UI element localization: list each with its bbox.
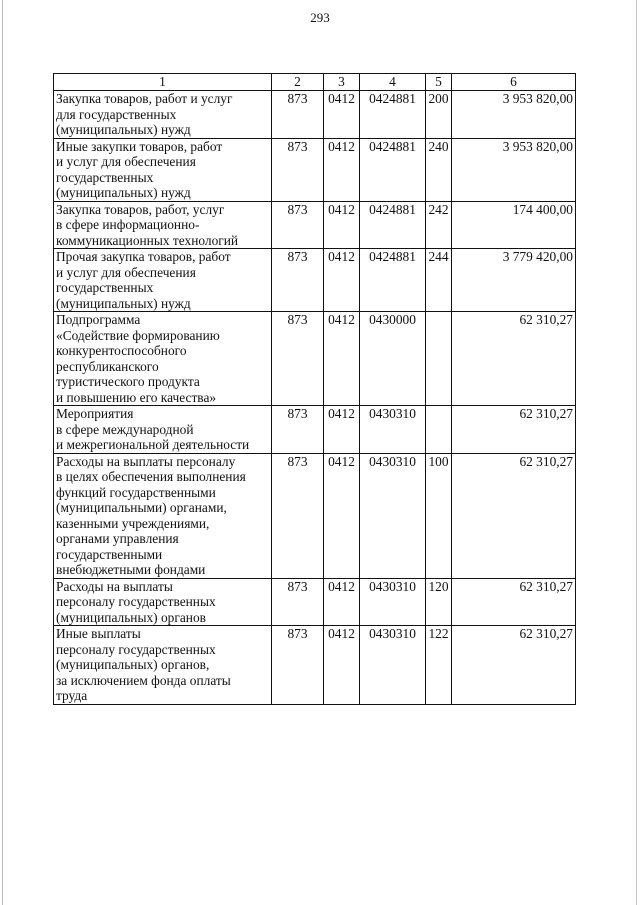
amount-cell: 3 779 420,00 <box>452 249 576 312</box>
column-header-6: 6 <box>452 74 576 91</box>
column-header-4: 4 <box>360 74 426 91</box>
header-row <box>54 74 576 91</box>
row-name-line: Мероприятия <box>56 406 134 421</box>
row-name-line: за исключением фонда оплаты <box>56 672 231 688</box>
row-name-line: Закупка товаров, работ и услуг <box>56 91 233 106</box>
table-row <box>54 626 576 705</box>
scan-edge-right <box>636 0 637 905</box>
amount-cell: 174 400,00 <box>452 201 576 249</box>
code-target-cell: 0430310 <box>360 406 426 454</box>
row-name-line: коммуникационных технологий <box>56 232 239 248</box>
code-expense-type-cell: 242 <box>426 201 452 249</box>
code-expense-type-cell: 122 <box>426 626 452 705</box>
row-name-line: государственными <box>56 546 163 562</box>
code-admin-cell: 873 <box>272 312 324 406</box>
code-section-cell: 0412 <box>324 312 360 406</box>
row-name-cell <box>54 91 272 139</box>
row-name-line: в сфере международной <box>56 421 194 437</box>
table-row <box>54 312 576 406</box>
row-name-line: туристического продукта <box>56 374 200 389</box>
code-target-cell: 0424881 <box>360 91 426 139</box>
code-expense-type-cell: 240 <box>426 138 452 201</box>
row-name-line: и услуг для обеспечения <box>56 154 196 169</box>
scan-edge-left <box>2 0 3 905</box>
row-name-cell <box>54 453 272 578</box>
row-name-cell <box>54 201 272 249</box>
code-admin-cell: 873 <box>272 249 324 312</box>
row-name-line: и повышению его качества» <box>56 389 217 405</box>
row-name-line: казенными учреждениями, <box>56 515 210 531</box>
code-section-cell: 0412 <box>324 201 360 249</box>
code-section-cell: 0412 <box>324 249 360 312</box>
row-name-line: и межрегиональной деятельности <box>56 437 250 452</box>
code-expense-type-cell: 100 <box>426 453 452 578</box>
row-name-line: Расходы на выплаты персоналу <box>56 453 236 469</box>
row-name-cell <box>54 249 272 312</box>
amount-cell: 62 310,27 <box>452 626 576 705</box>
code-target-cell: 0424881 <box>360 201 426 249</box>
row-name-line: Иные выплаты <box>56 626 141 641</box>
row-name-line: в сфере информационно- <box>56 217 200 232</box>
row-name-line: персоналу государственных <box>56 594 216 609</box>
amount-cell: 62 310,27 <box>452 578 576 626</box>
code-expense-type-cell: 120 <box>426 578 452 626</box>
table-row <box>54 406 576 454</box>
row-name-line: функций государственными <box>56 484 216 500</box>
row-name-line: республиканского <box>56 358 159 374</box>
row-name-line: персоналу государственных <box>56 641 216 657</box>
row-name-line: труда <box>56 688 88 703</box>
row-name-line: (муниципальных) органов, <box>56 657 210 672</box>
table-row <box>54 578 576 626</box>
row-name-line: (муниципальных) органов <box>56 609 206 625</box>
code-admin-cell: 873 <box>272 138 324 201</box>
row-name-line: «Содействие формированию <box>56 327 220 343</box>
row-name-line: для государственных <box>56 106 177 122</box>
code-target-cell: 0430310 <box>360 578 426 626</box>
row-name-line: (муниципальных) нужд <box>56 122 191 137</box>
code-target-cell: 0430310 <box>360 626 426 705</box>
code-section-cell: 0412 <box>324 138 360 201</box>
row-name-line: государственных <box>56 280 154 295</box>
code-expense-type-cell <box>426 312 452 406</box>
table-row <box>54 453 576 578</box>
code-section-cell: 0412 <box>324 453 360 578</box>
code-expense-type-cell <box>426 406 452 454</box>
row-name-line: Расходы на выплаты <box>56 578 173 594</box>
code-target-cell: 0430000 <box>360 312 426 406</box>
page-number: 293 <box>310 10 330 25</box>
code-admin-cell: 873 <box>272 578 324 626</box>
code-admin-cell: 873 <box>272 201 324 249</box>
row-name-line: (муниципальными) органами, <box>56 500 227 515</box>
code-section-cell: 0412 <box>324 578 360 626</box>
code-section-cell: 0412 <box>324 91 360 139</box>
amount-cell: 3 953 820,00 <box>452 138 576 201</box>
amount-cell: 62 310,27 <box>452 406 576 454</box>
column-header-2: 2 <box>272 74 324 91</box>
row-name-line: государственных <box>56 169 154 185</box>
amount-cell: 3 953 820,00 <box>452 91 576 139</box>
row-name-line: и услуг для обеспечения <box>56 264 196 280</box>
code-target-cell: 0424881 <box>360 249 426 312</box>
row-name-cell <box>54 626 272 705</box>
table-row <box>54 138 576 201</box>
column-header-3: 3 <box>324 74 360 91</box>
table-body <box>54 91 576 705</box>
table-row <box>54 249 576 312</box>
row-name-line: Иные закупки товаров, работ <box>56 138 223 154</box>
code-admin-cell: 873 <box>272 406 324 454</box>
row-name-line: (муниципальных) нужд <box>56 295 191 311</box>
amount-cell: 62 310,27 <box>452 453 576 578</box>
code-admin-cell: 873 <box>272 626 324 705</box>
row-name-cell <box>54 312 272 406</box>
table-row <box>54 201 576 249</box>
row-name-cell <box>54 578 272 626</box>
row-name-line: конкурентоспособного <box>56 343 187 358</box>
row-name-line: органами управления <box>56 531 179 546</box>
budget-table <box>53 73 576 705</box>
row-name-line: Прочая закупка товаров, работ <box>56 249 231 264</box>
column-header-5: 5 <box>426 74 452 91</box>
row-name-line: Закупка товаров, работ, услуг <box>56 201 225 217</box>
code-target-cell: 0424881 <box>360 138 426 201</box>
code-admin-cell: 873 <box>272 453 324 578</box>
code-section-cell: 0412 <box>324 406 360 454</box>
code-expense-type-cell: 200 <box>426 91 452 139</box>
code-target-cell: 0430310 <box>360 453 426 578</box>
row-name-line: (муниципальных) нужд <box>56 185 191 200</box>
table-header <box>54 74 576 91</box>
row-name-cell <box>54 138 272 201</box>
code-admin-cell: 873 <box>272 91 324 139</box>
amount-cell: 62 310,27 <box>452 312 576 406</box>
code-expense-type-cell: 244 <box>426 249 452 312</box>
table-row <box>54 91 576 139</box>
column-header-1: 1 <box>54 74 272 91</box>
row-name-cell <box>54 406 272 454</box>
row-name-line: внебюджетными фондами <box>56 562 206 577</box>
row-name-line: Подпрограмма <box>56 312 141 327</box>
code-section-cell: 0412 <box>324 626 360 705</box>
row-name-line: в целях обеспечения выполнения <box>56 469 246 484</box>
